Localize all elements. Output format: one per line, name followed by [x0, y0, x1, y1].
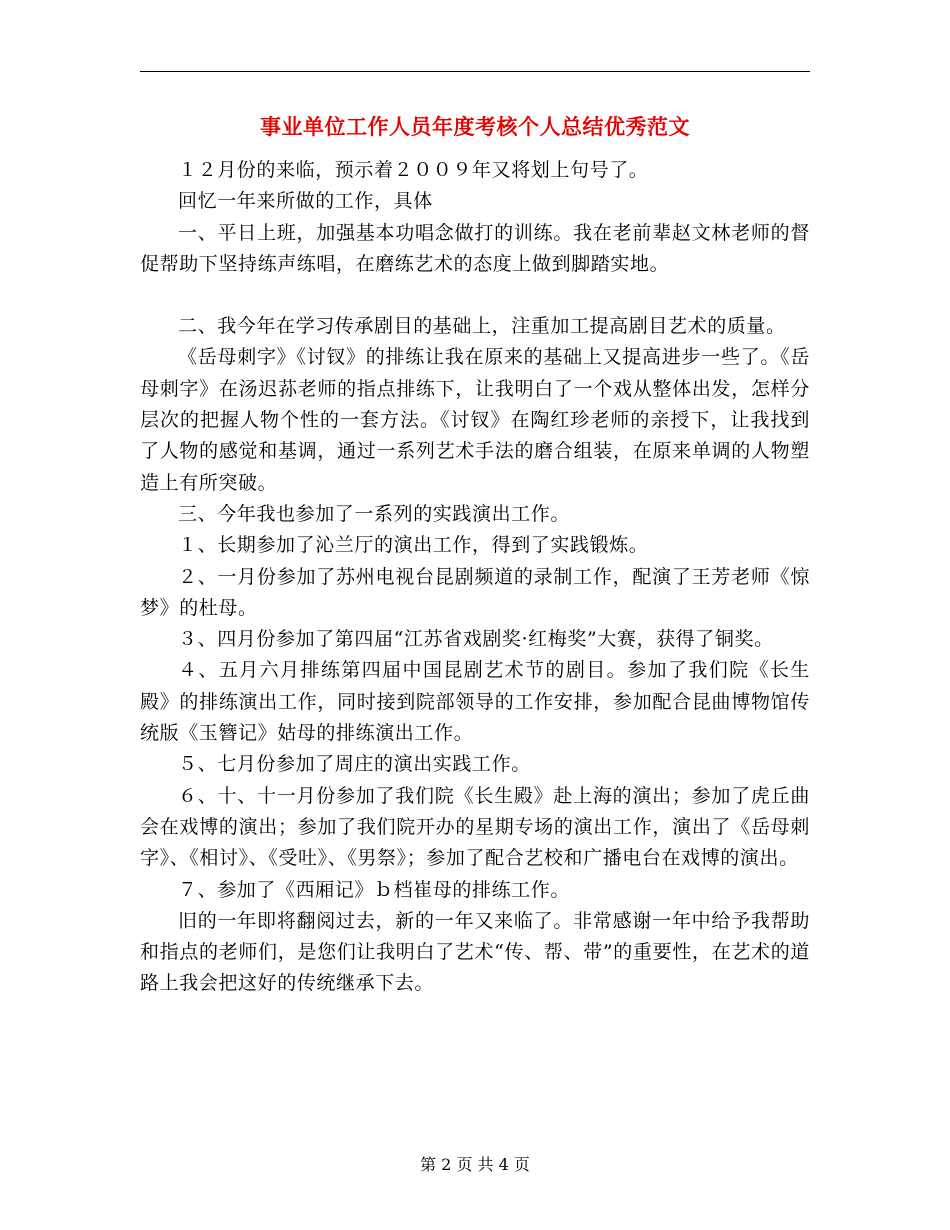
- paragraph-section-one: 一、平日上班，加强基本功唱念做打的训练。我在老前辈赵文林老师的督促帮助下坚持练声练唱，在磨练艺术的态度上做到脚踏实地。: [140, 221, 810, 275]
- paragraph-closing: 旧的一年即将翻阅过去，新的一年又来临了。非常感谢一年中给予我帮助和指点的老师们，是您们让我明白了艺术“传、帮、带”的重要性，在艺术的道路上我会把这好的传统继承下去。: [140, 909, 810, 995]
- paragraph-spacer: [140, 280, 810, 311]
- paragraph-review-lead: 回忆一年来所做的工作，具体: [178, 190, 433, 213]
- document-body: [140, 155, 810, 1000]
- list-item-1: １、长期参加了沁兰厅的演出工作，得到了实践锻炼。: [178, 534, 649, 557]
- page-number: 第 2 页 共 4 页: [420, 1155, 530, 1174]
- paragraph-section-three: 三、今年我也参加了一系列的实践演出工作。: [178, 502, 571, 525]
- header-rule: [140, 71, 810, 72]
- paragraph-intro: １２月份的来临，预示着２００９年又将划上句号了。: [178, 159, 649, 181]
- list-item-5: ５、七月份参加了周庄的演出实践工作。: [178, 753, 531, 776]
- paragraph-section-two: 二、我今年在学习传承剧目的基础上，注重加工提高剧目艺术的质量。: [178, 315, 786, 338]
- document-title: 事业单位工作人员年度考核个人总结优秀范文: [260, 114, 690, 139]
- list-item-4: ４、五月六月排练第四届中国昆剧艺术节的剧目。参加了我们院《长生殿》的排练演出工作，同时接到院部领导的工作安排，参加配合昆曲博物馆传统版《玉簪记》姑母的排练演出工作。: [140, 659, 810, 745]
- list-item-2: ２、一月份参加了苏州电视台昆剧频道的录制工作，配演了王芳老师《惊梦》的杜母。: [140, 565, 810, 619]
- paragraph-repertoire: 《岳母刺字》《讨钗》的排练让我在原来的基础上又提高进步一些了。《岳母刺字》在汤迟荪老师的指点排练下，让我明白了一个戏从整体出发，怎样分层次的把握人物个性的一套方法。《讨钗》在陶红珍老师的亲授下，让我找到了人物的感觉和基调，通过一系列艺术手法的磨合组装，在原来单调的人物塑造上有所突破。: [140, 346, 810, 494]
- list-item-3: ３、四月份参加了第四届“江苏省戏剧奖·红梅奖”大赛，获得了铜奖。: [178, 628, 774, 651]
- list-item-6: ６、十、十一月份参加了我们院《长生殿》赴上海的演出；参加了虎丘曲会在戏博的演出；参加了我们院开办的星期专场的演出工作，演出了《岳母刺字》、《相讨》、《受吐》、《男祭》；参加了配合艺校和广播电台在戏博的演出。: [140, 784, 810, 870]
- list-item-7: ７、参加了《西厢记》ｂ档崔母的排练工作。: [178, 878, 571, 901]
